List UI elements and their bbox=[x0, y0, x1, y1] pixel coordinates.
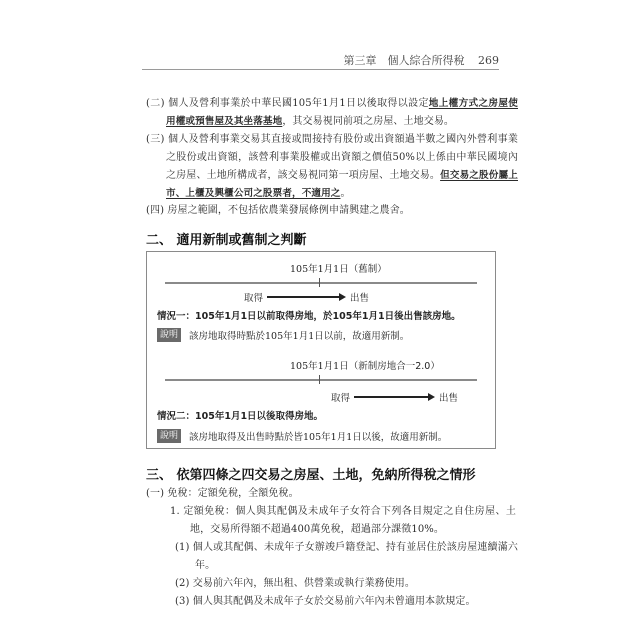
para-emphasis: 但交易之股份屬上市、上櫃及興櫃公司之股票者，不適用之 bbox=[166, 170, 518, 199]
case2-note bbox=[157, 429, 447, 443]
header-rule bbox=[142, 69, 499, 70]
arrow-right-icon bbox=[428, 393, 435, 401]
case2-timeline bbox=[165, 379, 477, 381]
note-text: 該房地取得及出售時點於皆105年1月1日以後，故適用新制。 bbox=[189, 432, 448, 443]
case2-date-tick bbox=[319, 375, 320, 384]
case2-acquire-label: 取得 bbox=[331, 393, 351, 404]
arrow-right-icon bbox=[339, 293, 346, 301]
note-badge: 說明 bbox=[157, 429, 181, 443]
paragraph-4 bbox=[146, 202, 518, 220]
section-3-title: 三、 依第四條之四交易之房屋、土地，免納所得稅之情形 bbox=[146, 468, 476, 483]
case1-timeline bbox=[165, 282, 477, 284]
list-item-2: 1. 定額免稅：個人與其配偶及未成年子女符合下列各目規定之自住房屋、土地，交易所得額不超過400萬免稅，超過部分課徵10%。 bbox=[170, 506, 516, 535]
timeline-diagram bbox=[146, 251, 496, 449]
case1-text: 情況一：105年1月1日以前取得房地，於105年1月1日後出售該房地。 bbox=[157, 311, 461, 322]
para-text: ，其交易視同前項之房屋、土地交易。 bbox=[282, 116, 455, 127]
case1-note bbox=[157, 328, 409, 342]
para-text: 房屋之範圍，不包括依農業發展條例申請興建之農舍。 bbox=[167, 205, 410, 216]
case2-date-label: 105年1月1日（新制房地合一2.0） bbox=[290, 361, 440, 372]
case2-text: 情況二：105年1月1日以後取得房地。 bbox=[157, 411, 324, 422]
case1-date-label: 105年1月1日（舊制） bbox=[290, 264, 387, 275]
paragraph-3 bbox=[146, 131, 518, 203]
case1-date-tick bbox=[319, 278, 320, 287]
list-item-3: (1) 個人或其配偶、未成年子女辦竣戶籍登記、持有並居住於該房屋連續滿六年。 bbox=[175, 542, 518, 571]
list-item-5: (3) 個人與其配偶及未成年子女於交易前六年內未曾適用本款規定。 bbox=[175, 596, 476, 607]
case2-arrow bbox=[331, 390, 458, 404]
para-text: 。 bbox=[340, 188, 351, 199]
note-badge: 說明 bbox=[157, 328, 181, 342]
case1-sell-label: 出售 bbox=[350, 293, 370, 304]
list-item-4: (2) 交易前六年內，無出租、供營業或執行業務使用。 bbox=[175, 578, 415, 589]
para-text: 個人及營利事業於中華民國105年1月1日以後取得以設定 bbox=[168, 98, 429, 109]
para-emphasis: 地上權方式之房屋使用權或預售屋及其坐落基地 bbox=[166, 98, 519, 127]
para-label: (三) bbox=[146, 134, 165, 145]
case1-arrow bbox=[244, 290, 369, 304]
section-2-title: 二、 適用新制或舊制之判斷 bbox=[146, 233, 307, 248]
para-text: 個人及營利事業交易其直接或間接持有股份或出資額過半數之國內外營利事業之股份或出資額，該營利事業股權或出資額之價值50%以上係由中華民國境內之房屋、土地所構成者，該交易視同第一項房屋、土地交易。 bbox=[166, 134, 519, 181]
list-item-1: (一) 免稅：定額免稅，全額免稅。 bbox=[146, 488, 299, 499]
chapter-title: 第三章 個人綜合所得稅 bbox=[343, 54, 465, 67]
para-label: (二) bbox=[146, 98, 165, 109]
running-header bbox=[344, 52, 500, 68]
para-label: (四) bbox=[146, 205, 165, 216]
page-number: 269 bbox=[478, 54, 499, 67]
note-text: 該房地取得時點於105年1月1日以前，故適用新制。 bbox=[189, 331, 410, 342]
case2-sell-label: 出售 bbox=[439, 393, 459, 404]
case1-acquire-label: 取得 bbox=[244, 293, 264, 304]
paragraph-2 bbox=[146, 95, 518, 131]
